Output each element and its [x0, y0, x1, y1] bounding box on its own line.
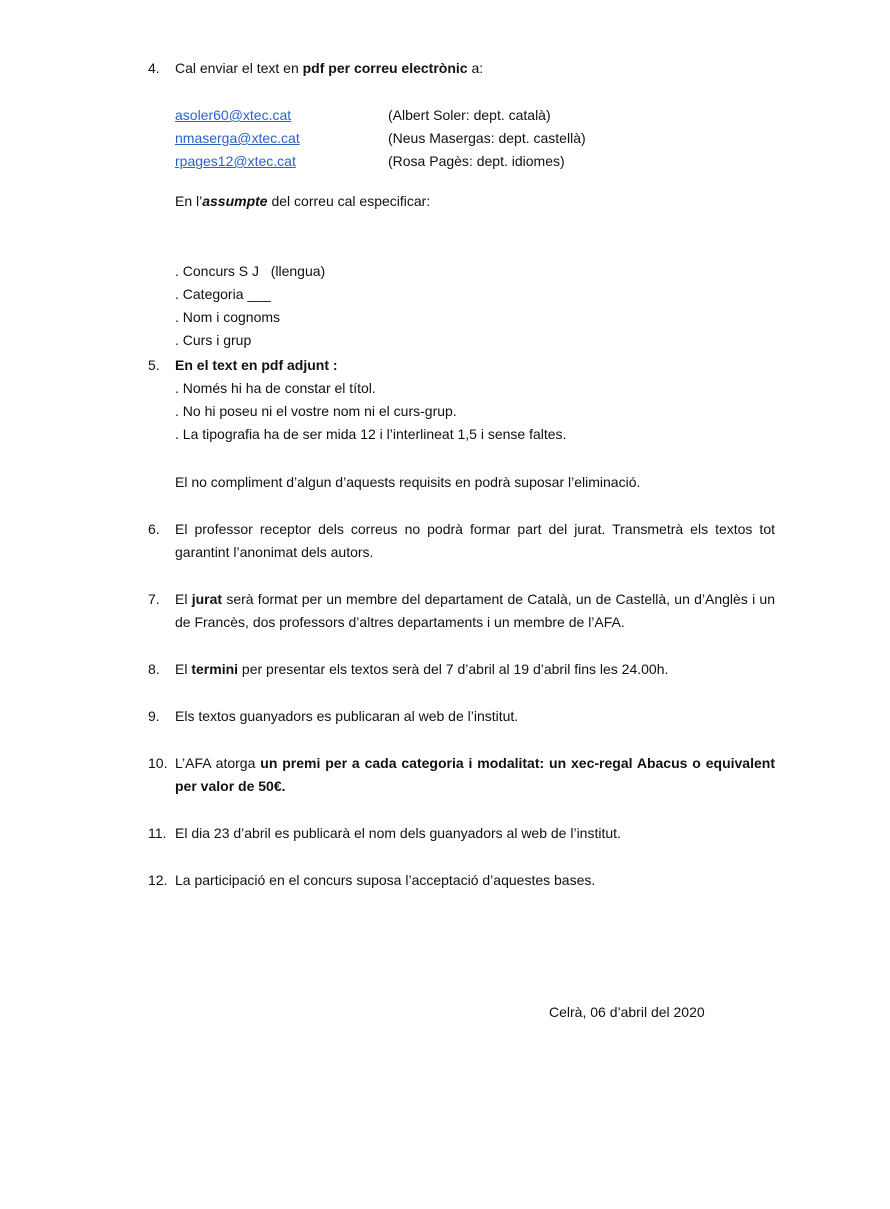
date-line: Celrà, 06 d’abril del 2020	[549, 1004, 705, 1020]
subject-text-start: En l’	[175, 193, 203, 209]
item-9-text: Els textos guanyadors es publicaran al web de l’institut.	[175, 708, 519, 724]
item-7-bold: jurat	[191, 591, 223, 607]
item-5-line: . Només hi ha de constar el títol.	[175, 380, 376, 396]
subject-item: . Curs i grup	[175, 332, 252, 348]
item-5-title: En el text en pdf adjunt :	[175, 357, 338, 373]
item-7-end: serà format per un membre del departament de Català, un de Castellà, un d’Anglès i un de Francès, dos professors d’altres departaments i un membre de l’AFA.	[175, 591, 776, 630]
subject-item: . Categoria ___	[175, 286, 271, 302]
email-link-nmaserga[interactable]: nmaserga@xtec.cat	[175, 130, 300, 146]
item-8-number: 8.	[148, 661, 160, 677]
item-9-number: 9.	[148, 708, 160, 724]
item-8-text	[175, 658, 668, 681]
subject-item: . Nom i cognoms	[175, 309, 281, 325]
item-8-start: El	[175, 661, 192, 677]
item-5-block	[175, 354, 566, 446]
item-4-text-end: a:	[467, 60, 484, 76]
item-5-note: El no compliment d’algun d’aquests requisits en podrà suposar l’eliminació.	[175, 474, 641, 490]
item-4-text-start: Cal enviar el text en	[175, 60, 303, 76]
item-4-text	[175, 57, 483, 80]
item-12-number: 12.	[148, 872, 168, 888]
item-10-bold: un premi per a cada categoria i modalitat: un xec-regal Abacus o equivalent per valor de 50€.	[175, 755, 775, 794]
item-5-number: 5.	[148, 357, 160, 373]
item-7-number: 7.	[148, 591, 160, 607]
item-4-number: 4.	[148, 60, 160, 76]
contact-person: (Rosa Pagès: dept. idiomes)	[388, 153, 565, 169]
item-5-line: . La tipografia ha de ser mida 12 i l’interlineat 1,5 i sense faltes.	[175, 426, 567, 442]
email-link-rpages[interactable]: rpages12@xtec.cat	[175, 153, 296, 169]
contact-person: (Neus Masergas: dept. castellà)	[388, 130, 586, 146]
contact-person: (Albert Soler: dept. català)	[388, 107, 551, 123]
subject-item: . Concurs S J (llengua)	[175, 263, 326, 279]
subject-text-end: del correu cal especificar:	[267, 193, 431, 209]
item-12-text: La participació en el concurs suposa l’acceptació d’aquestes bases.	[175, 872, 596, 888]
item-11-number: 11.	[148, 825, 167, 841]
item-10-number: 10.	[148, 755, 168, 771]
item-11-text: El dia 23 d’abril es publicarà el nom dels guanyadors al web de l’institut.	[175, 825, 621, 841]
item-4-bold: pdf per correu electrònic	[302, 60, 468, 76]
item-6-text: El professor receptor dels correus no podrà formar part del jurat. Transmetrà els textos tot garantint l’anonimat dels autors.	[175, 521, 775, 560]
item-8-bold: termini	[191, 661, 239, 677]
subject-bold: assumpte	[202, 193, 268, 209]
item-6-number: 6.	[148, 521, 160, 537]
item-7-start: El	[175, 591, 192, 607]
item-7-text	[175, 588, 775, 634]
item-10-start: L’AFA atorga	[175, 755, 261, 771]
item-5-line: . No hi poseu ni el vostre nom ni el curs-grup.	[175, 403, 457, 419]
item-10-text	[175, 752, 775, 798]
email-link-asoler[interactable]: asoler60@xtec.cat	[175, 107, 292, 123]
item-8-end: per presentar els textos serà del 7 d’abril al 19 d’abril fins les 24.00h.	[238, 661, 669, 677]
subject-instruction	[175, 190, 430, 213]
